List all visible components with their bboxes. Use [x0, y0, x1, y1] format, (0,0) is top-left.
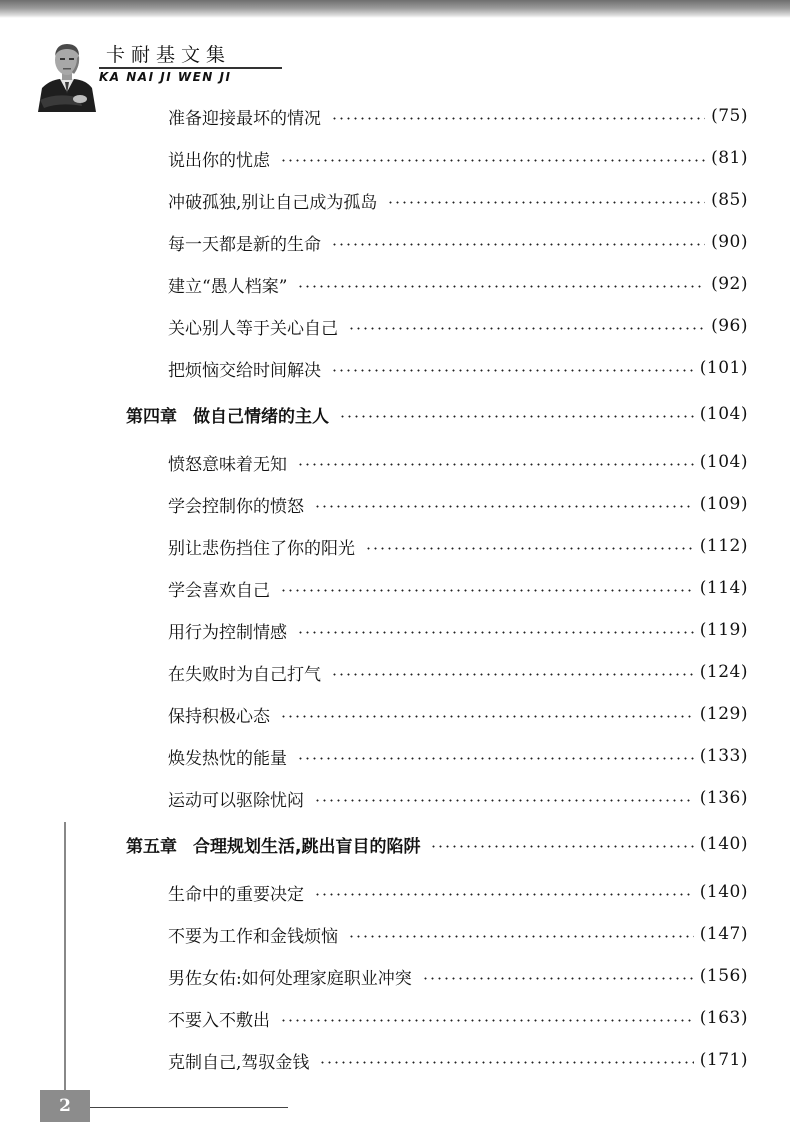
toc-entry-row[interactable]: [168, 919, 748, 949]
toc-entry-row[interactable]: [168, 615, 748, 645]
toc-title: 克制自己,驾驭金钱: [168, 1052, 310, 1073]
chapter-title: 合理规划生活,跳出盲目的陷阱: [193, 836, 421, 857]
toc-page-number: (112): [699, 536, 748, 556]
toc-page-number: (96): [711, 316, 748, 336]
toc-chapter-row[interactable]: [126, 399, 748, 429]
dot-leader: [314, 893, 694, 896]
toc-title: 在失败时为自己打气: [168, 664, 321, 685]
dot-leader: [331, 369, 694, 372]
dot-leader: [348, 327, 705, 330]
chapter-number: 第四章: [126, 406, 177, 427]
toc-entry-row[interactable]: [168, 185, 748, 215]
toc-entry-row[interactable]: [168, 877, 748, 907]
toc-page-number: (124): [699, 662, 748, 682]
toc-page-number: (81): [711, 148, 748, 168]
toc-entry-row[interactable]: [168, 531, 748, 561]
dot-leader: [387, 201, 705, 204]
toc-title: 每一天都是新的生命: [168, 234, 321, 255]
dot-leader: [297, 757, 694, 760]
toc-title: [126, 832, 420, 857]
toc-title: 别让悲伤挡住了你的阳光: [168, 538, 355, 559]
toc-page-number: (90): [711, 232, 748, 252]
toc-entry-row[interactable]: [168, 783, 748, 813]
toc-title: 说出你的忧虑: [168, 150, 270, 171]
toc-page-number: (133): [699, 746, 748, 766]
toc-page-number: (104): [699, 404, 748, 424]
dot-leader: [297, 631, 694, 634]
toc-page-number: (136): [699, 788, 748, 808]
toc-page-number: (114): [699, 578, 748, 598]
chapter-number: 第五章: [126, 836, 177, 857]
dot-leader: [314, 505, 694, 508]
toc-title: 建立“愚人档案”: [168, 276, 288, 297]
toc-title: 学会控制你的愤怒: [168, 496, 304, 517]
dot-leader: [348, 935, 694, 938]
toc-entry-row[interactable]: [168, 741, 748, 771]
toc-page-number: (140): [699, 882, 748, 902]
dot-leader: [280, 159, 705, 162]
dot-leader: [319, 1061, 693, 1064]
toc-title: 学会喜欢自己: [168, 580, 270, 601]
dot-leader: [297, 463, 694, 466]
dot-leader: [314, 799, 694, 802]
toc-entry-row[interactable]: [168, 353, 748, 383]
toc-page-number: (163): [699, 1008, 748, 1028]
footer-rule: [90, 1107, 288, 1108]
toc-page-number: (109): [699, 494, 748, 514]
toc-title: [126, 402, 329, 427]
dot-leader: [430, 845, 693, 848]
toc-entry-row[interactable]: [168, 143, 748, 173]
toc-title: 运动可以驱除忧闷: [168, 790, 304, 811]
dot-leader: [280, 1019, 694, 1022]
toc-entry-row[interactable]: [168, 227, 748, 257]
toc-entry-row[interactable]: [168, 447, 748, 477]
toc-entry-row[interactable]: [168, 573, 748, 603]
toc-title: 用行为控制情感: [168, 622, 287, 643]
toc-page-number: (104): [699, 452, 748, 472]
toc-page-number: (75): [711, 106, 748, 126]
page-number: 2: [59, 1096, 71, 1116]
toc-title: 准备迎接最坏的情况: [168, 108, 321, 129]
left-margin-rule: [64, 822, 66, 1090]
toc-page-number: (101): [699, 358, 748, 378]
toc-entry-row[interactable]: [168, 699, 748, 729]
toc-page-number: (85): [711, 190, 748, 210]
toc-title: 焕发热忱的能量: [168, 748, 287, 769]
dot-leader: [331, 117, 705, 120]
dot-leader: [331, 673, 694, 676]
toc-entry-row[interactable]: [168, 961, 748, 991]
page-number-box: [40, 1090, 90, 1122]
toc-title: 不要入不敷出: [168, 1010, 270, 1031]
dot-leader: [280, 715, 694, 718]
toc-title: 不要为工作和金钱烦恼: [168, 926, 338, 947]
toc-entry-row[interactable]: [168, 311, 748, 341]
toc-page-number: (119): [699, 620, 748, 640]
toc-entry-row[interactable]: [168, 1003, 748, 1033]
toc-page-number: (156): [699, 966, 748, 986]
toc-title: 男佐女佑:如何处理家庭职业冲突: [168, 968, 412, 989]
dot-leader: [365, 547, 694, 550]
series-title: 卡耐基文集: [106, 44, 232, 66]
toc-title: 保持积极心态: [168, 706, 270, 727]
toc-page-number: (171): [699, 1050, 748, 1070]
toc-entry-row[interactable]: [168, 101, 748, 131]
dot-leader: [339, 415, 694, 418]
toc-entry-row[interactable]: [168, 269, 748, 299]
toc-title: 关心别人等于关心自己: [168, 318, 338, 339]
toc-title: 愤怒意味着无知: [168, 454, 287, 475]
toc-entry-row[interactable]: [168, 489, 748, 519]
dot-leader: [331, 243, 705, 246]
chapter-title: 做自己情绪的主人: [193, 406, 329, 427]
toc-page-number: (92): [711, 274, 748, 294]
toc-page-number: (140): [699, 834, 748, 854]
toc-chapter-row[interactable]: [126, 829, 748, 859]
toc-title: 冲破孤独,别让自己成为孤岛: [168, 192, 378, 213]
toc-title: 生命中的重要决定: [168, 884, 304, 905]
toc-title: 把烦恼交给时间解决: [168, 360, 321, 381]
dot-leader: [422, 977, 694, 980]
series-subtitle: KA NAI JI WEN JI: [99, 70, 232, 84]
dot-leader: [280, 589, 694, 592]
dot-leader: [297, 285, 705, 288]
toc-entry-row[interactable]: [168, 1045, 748, 1075]
toc-entry-row[interactable]: [168, 657, 748, 687]
toc-page-number: (147): [699, 924, 748, 944]
toc-page-number: (129): [699, 704, 748, 724]
